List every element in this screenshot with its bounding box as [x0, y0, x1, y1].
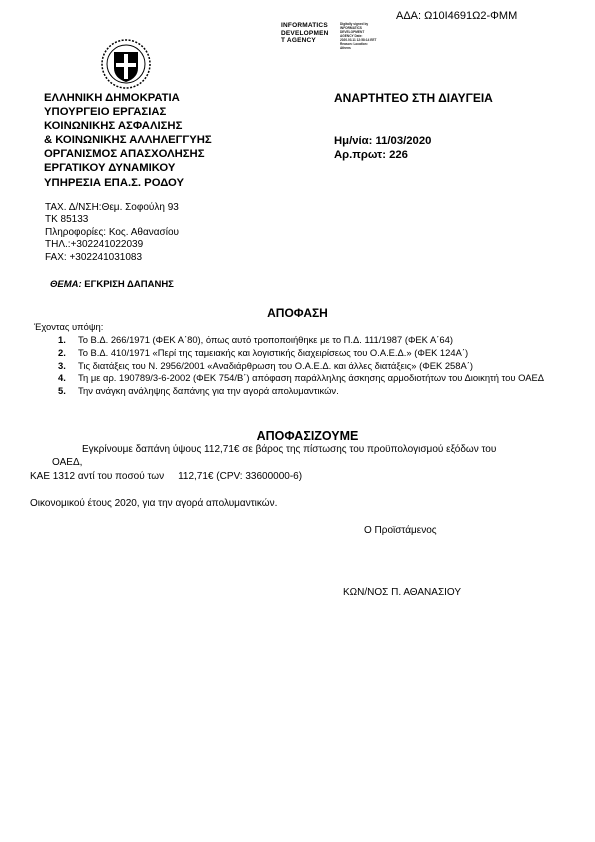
kae-amount: 112,71€ (CPV: 33600000-6) — [178, 471, 303, 482]
stamp-fine-print: Digitally signed by INFORMATICS DEVELOPMENT AGENCY Date: 2020.03.11 12:58:14 EET Reason: Location: Athens — [340, 22, 377, 50]
authority-line: ΕΡΓΑΤΙΚΟΥ ΔΥΝΑΜΙΚΟΥ — [44, 162, 176, 175]
list-item-number: 4. — [58, 372, 66, 384]
list-item-number: 2. — [58, 346, 66, 358]
signatory-title: Ο Προϊστάμενος — [364, 525, 437, 536]
postal-address: ΤΑΧ. Δ/ΝΣΗ:Θεμ. Σοφούλη 93 — [45, 202, 179, 213]
list-item-text: Τις διατάξεις του Ν. 2956/2001 «Αναδιάρθρωση του Ο.Α.Ε.Δ. και άλλες διατάξεις» (ΦΕΚ 258Α΄) — [78, 359, 473, 371]
list-item-text: Την ανάγκη ανάληψης δαπάνης για την αγορά απολυμαντικών. — [78, 385, 339, 397]
approval-line: Εγκρίνουμε δαπάνη ύψους 112,71€ σε βάρος της πίστωσης του προϋπολογισμού εξόδων του — [82, 444, 497, 455]
list-item-text: Το Β.Δ. 266/1971 (ΦΕΚ Α΄80), όπως αυτό τροποποιήθηκε με το Π.Δ. 111/1987 (ΦΕΚ Α΄64) — [78, 334, 453, 345]
authority-line: ΥΠΟΥΡΓΕΙΟ ΕΡΓΑΣΙΑΣ — [44, 106, 167, 119]
contact-person: Πληροφορίες: Κος. Αθανασίου — [45, 226, 179, 238]
decision-title: ΑΠΟΦΑΣΗ — [267, 306, 328, 320]
authority-line: ΕΛΛΗΝΙΚΗ ΔΗΜΟΚΡΑΤΙΑ — [44, 92, 180, 104]
approval-paragraph — [36, 444, 552, 469]
digital-signature-stamp — [281, 22, 329, 45]
list-item — [58, 360, 555, 373]
stamp-line-3: T AGENCY — [281, 37, 316, 44]
approval-continuation: ΟΑΕΔ, — [52, 456, 83, 468]
list-item — [58, 372, 555, 385]
subject-line — [50, 279, 174, 290]
kae-text: ΚΑΕ 1312 αντί του ποσού των — [30, 471, 165, 482]
authority-line: ΥΠΗΡΕΣΙΑ ΕΠΑ.Σ. ΡΟΔΟΥ — [44, 176, 185, 189]
list-item-text: Το Β.Δ. 410/1971 «Περί της ταμειακής και λογιστικής διαχειρίσεως του Ο.Α.Ε.Δ.» (ΦΕΚ 124Α΄) — [78, 346, 469, 358]
postcode: ΤΚ 85133 — [45, 214, 89, 226]
list-item — [58, 334, 555, 347]
stamp-line-1: INFORMATICS — [281, 22, 328, 29]
ada-code: ΑΔΑ: Ω10Ι4691Ω2-ΦΜΜ — [396, 10, 518, 22]
document-date: Ημ/νία: 11/03/2020 — [334, 135, 432, 147]
fax-number: FAX: +302241031083 — [45, 251, 143, 263]
authority-line: ΚΟΙΝΩΝΙΚΗΣ ΑΣΦΑΛΙΣΗΣ — [44, 120, 183, 133]
list-item — [58, 385, 555, 398]
issuing-authority — [44, 91, 212, 190]
list-item-text: Τη με αρ. 190789/3-6-2002 (ΦΕΚ 754/Β΄) απόφαση παράλληλης άσκησης αρμοδιοτήτων του Διοικητή του ΟΑΕΔ — [78, 372, 544, 384]
authority-line: & ΚΟΙΝΩΝΙΚΗΣ ΑΛΛΗΛΕΓΓΥΗΣ — [44, 134, 212, 147]
signatory-name: ΚΩΝ/ΝΟΣ Π. ΑΘΑΝΑΣΙΟΥ — [343, 587, 462, 598]
decide-title: ΑΠΟΦΑΣΙΖΟΥΜΕ — [256, 429, 359, 443]
phone-number: ΤΗΛ.:+302241022039 — [45, 239, 144, 251]
budget-year-line: Οικονομικού έτους 2020, για την αγορά απολυμαντικών. — [30, 498, 278, 509]
subject-text: ΕΓΚΡΙΣΗ ΔΑΠΑΝΗΣ — [81, 279, 174, 290]
document-meta — [334, 134, 431, 162]
contact-info — [45, 202, 179, 264]
greek-coat-of-arms-icon — [100, 38, 152, 90]
having-regard-label: Έχοντας υπόψη: — [34, 321, 104, 332]
stamp-line-2: DEVELOPMEN — [281, 29, 329, 37]
considerations-list — [58, 334, 555, 398]
authority-line: ΟΡΓΑΝΙΣΜΟΣ ΑΠΑΣΧΟΛΗΣΗΣ — [44, 148, 205, 161]
protocol-number: Αρ.πρωτ: 226 — [334, 149, 408, 162]
list-item-number: 5. — [58, 385, 66, 397]
publish-note: ΑΝΑΡΤΗΤΕΟ ΣΤΗ ΔΙΑΥΓΕΙΑ — [334, 91, 493, 105]
subject-label: ΘΕΜΑ: — [50, 279, 82, 290]
list-item-number: 1. — [58, 334, 66, 345]
list-item-number: 3. — [58, 359, 66, 371]
kae-line — [30, 471, 302, 482]
list-item — [58, 347, 555, 360]
